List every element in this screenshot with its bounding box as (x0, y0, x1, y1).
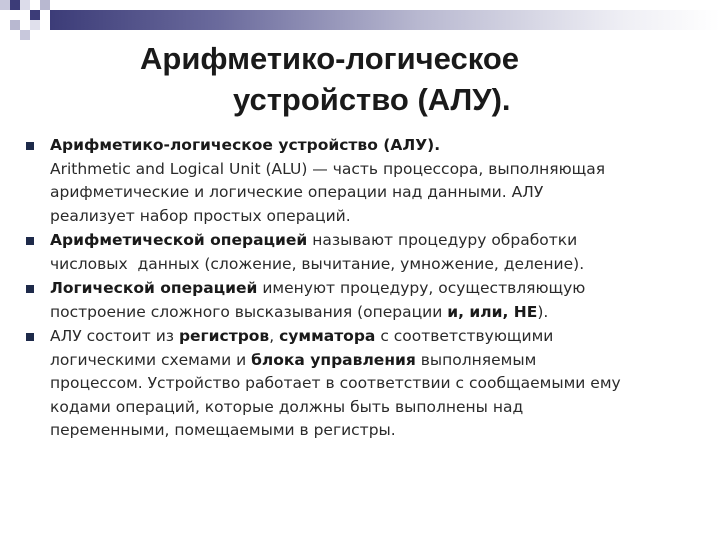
bullet-text: кодами операций, которые должны быть выполнены над (50, 397, 524, 416)
bold-term: Арифметической операцией (50, 231, 308, 249)
deco-square (10, 0, 20, 10)
bold-term: сумматора (279, 327, 376, 345)
deco-square (0, 0, 10, 10)
bullet-list (22, 134, 702, 444)
bullet-item (22, 325, 702, 443)
bullet-square-icon (26, 285, 34, 293)
bullet-item (22, 277, 702, 324)
bullet-item (22, 229, 702, 276)
bullet-square-icon (26, 333, 34, 341)
deco-gradient-bar (50, 10, 720, 30)
bullet-text: ). (537, 302, 549, 321)
bullet-text: логическими схемами и (50, 350, 252, 369)
bullet-text: построение сложного высказывания (операции (50, 302, 448, 321)
bold-term: регистров (178, 327, 270, 345)
bullet-text: именуют процедуру, осуществляющую (257, 279, 586, 297)
bullet-text: , (269, 327, 280, 345)
slide-title (100, 38, 660, 120)
deco-square (30, 20, 40, 30)
bullet-text: Arithmetic and Logical Unit (ALU) — часть процессора, выполняющая (50, 159, 606, 178)
bullet-text: переменными, помещаемыми в регистры. (50, 421, 396, 439)
bullet-text: с соответствующими (375, 327, 554, 345)
bullet-text: реализует набор простых операций. (50, 206, 351, 225)
bullet-square-icon (26, 142, 34, 150)
deco-square (30, 10, 40, 20)
bold-term: Логической операцией (50, 279, 258, 297)
bullet-square-icon (26, 237, 34, 245)
bullet-text: числовых данных (сложение, вычитание, умножение, деление). (50, 254, 585, 273)
deco-square (20, 0, 30, 10)
bullet-text: арифметические и логические операции над данными. АЛУ (50, 183, 544, 201)
deco-square (10, 20, 20, 30)
bold-term: и, или, НЕ (447, 302, 538, 321)
deco-square (40, 0, 50, 10)
deco-square (20, 30, 30, 40)
title-line-1: Арифметико-логическое (140, 41, 520, 76)
bullet-text: называют процедуру обработки (307, 231, 578, 249)
title-line-2: устройство (АЛУ). (233, 82, 511, 117)
bold-term: блока управления (251, 350, 416, 369)
bullet-heading: Арифметико-логическое устройство (АЛУ). (50, 136, 441, 154)
bullet-text: процессом. Устройство работает в соответствии с сообщаемыми ему (50, 374, 621, 392)
bullet-item (22, 134, 702, 228)
bullet-text: АЛУ состоит из (50, 327, 179, 345)
bullet-text: выполняемым (415, 350, 537, 369)
